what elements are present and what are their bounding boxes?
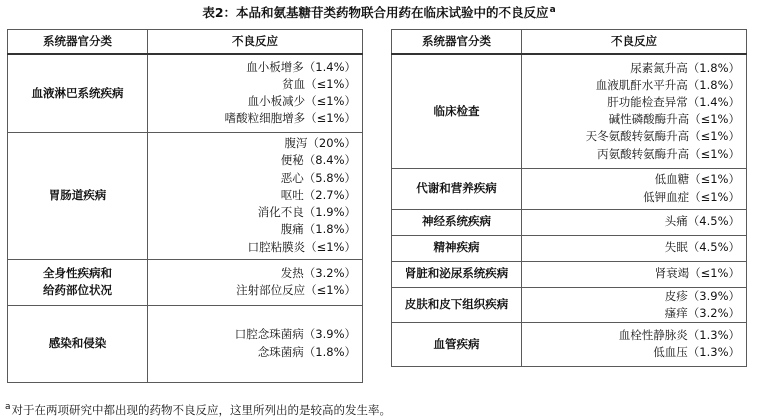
reaction-item: 血栓性静脉炎（1.3%） (618, 328, 740, 343)
caption-footnote-marker: a (549, 5, 556, 15)
adverse-reactions-table-left (7, 29, 363, 383)
table-row (392, 235, 747, 261)
reaction-item: 腹泻（20%） (284, 136, 356, 151)
category-cell: 代谢和营养疾病 (392, 168, 522, 209)
reaction-item: 便秘（8.4%） (280, 153, 356, 168)
category-cell: 肾脏和泌尿系统疾病 (392, 261, 522, 287)
reaction-cell (522, 168, 747, 209)
reaction-item: 天冬氨酸转氨酶升高（≤1%） (585, 129, 740, 144)
category-cell: 全身性疾病和 给药部位状况 (8, 259, 148, 305)
reaction-item: 口腔念珠菌病（3.9%） (234, 327, 356, 342)
column-header-category: 系统器官分类 (8, 30, 148, 55)
reaction-item: 腹痛（1.8%） (280, 222, 356, 237)
reaction-cell (148, 305, 363, 382)
table-caption (0, 2, 758, 21)
caption-text: 表2：本品和氨基糖苷类药物联合用药在临床试验中的不良反应 (202, 5, 549, 20)
reaction-item: 贫血（≤1%） (282, 77, 356, 92)
reaction-item: 丙氨酸转氨酶升高（≤1%） (597, 146, 740, 161)
category-cell: 精神疾病 (392, 235, 522, 261)
reaction-item: 发热（3.2%） (280, 265, 356, 280)
footnote-text: 对于在两项研究中都出现的药物不良反应，这里所列出的是较高的发生率。 (11, 403, 392, 417)
category-cell: 皮肤和皮下组织疾病 (392, 287, 522, 322)
reaction-cell (148, 259, 363, 305)
reaction-item: 血小板减少（≤1%） (247, 94, 356, 109)
table-row (8, 132, 363, 259)
column-header-reaction: 不良反应 (522, 30, 747, 55)
reaction-item: 血小板增多（1.4%） (246, 59, 356, 74)
category-cell: 临床检查 (392, 54, 522, 168)
column-header-reaction: 不良反应 (148, 30, 363, 55)
reaction-item: 嗜酸粒细胞增多（≤1%） (224, 111, 356, 126)
reaction-item: 恶心（5.8%） (280, 170, 356, 185)
reaction-cell (522, 54, 747, 168)
table-row (8, 259, 363, 305)
reaction-item: 尿素氮升高（1.8%） (630, 60, 740, 75)
reaction-cell (148, 54, 363, 132)
table-row (8, 54, 363, 132)
reaction-item: 低血糖（≤1%） (654, 172, 740, 187)
reaction-item: 血液肌酐水平升高（1.8%） (595, 77, 740, 92)
reaction-item: 肝功能检查异常（1.4%） (607, 95, 740, 110)
table-row (392, 287, 747, 322)
reaction-cell (522, 287, 747, 322)
column-header-category: 系统器官分类 (392, 30, 522, 55)
reaction-item: 低钾血症（≤1%） (643, 189, 740, 204)
reaction-item: 皮疹（3.9%） (664, 288, 740, 303)
reaction-cell (522, 261, 747, 287)
reaction-cell (148, 132, 363, 259)
table-row (392, 261, 747, 287)
category-cell: 血管疾病 (392, 322, 522, 366)
reaction-cell (522, 322, 747, 366)
left-table-body (8, 54, 363, 382)
reaction-item: 头痛（4.5%） (664, 214, 740, 229)
header-row (8, 30, 363, 55)
category-cell: 血液淋巴系统疾病 (8, 54, 148, 132)
table-row (392, 209, 747, 235)
table-row (392, 54, 747, 168)
reaction-item: 碱性磷酸酶升高（≤1%） (608, 112, 740, 127)
reaction-item: 口腔粘膜炎（≤1%） (247, 239, 356, 254)
reaction-item: 注射部位反应（≤1%） (236, 283, 356, 297)
reaction-item: 肾衰竭（≤1%） (654, 266, 740, 281)
right-table-body (392, 54, 747, 366)
table-row (392, 322, 747, 366)
reaction-item: 消化不良（1.9%） (257, 205, 356, 220)
reaction-item: 念珠菌病（1.8%） (257, 344, 356, 359)
category-cell: 胃肠道疾病 (8, 132, 148, 259)
category-cell: 神经系统疾病 (392, 209, 522, 235)
reaction-cell (522, 235, 747, 261)
adverse-reactions-table-right (391, 29, 747, 367)
footnote-marker: a (5, 402, 11, 412)
table-row (8, 305, 363, 382)
category-cell: 感染和侵染 (8, 305, 148, 382)
footnote (5, 399, 391, 418)
header-row (392, 30, 747, 55)
reaction-item: 失眠（4.5%） (664, 240, 740, 255)
reaction-item: 呕吐（2.7%） (280, 187, 356, 202)
table-row (392, 168, 747, 209)
reaction-item: 瘙痒（3.2%） (664, 305, 740, 320)
reaction-cell (522, 209, 747, 235)
reaction-item: 低血压（1.3%） (653, 345, 740, 360)
